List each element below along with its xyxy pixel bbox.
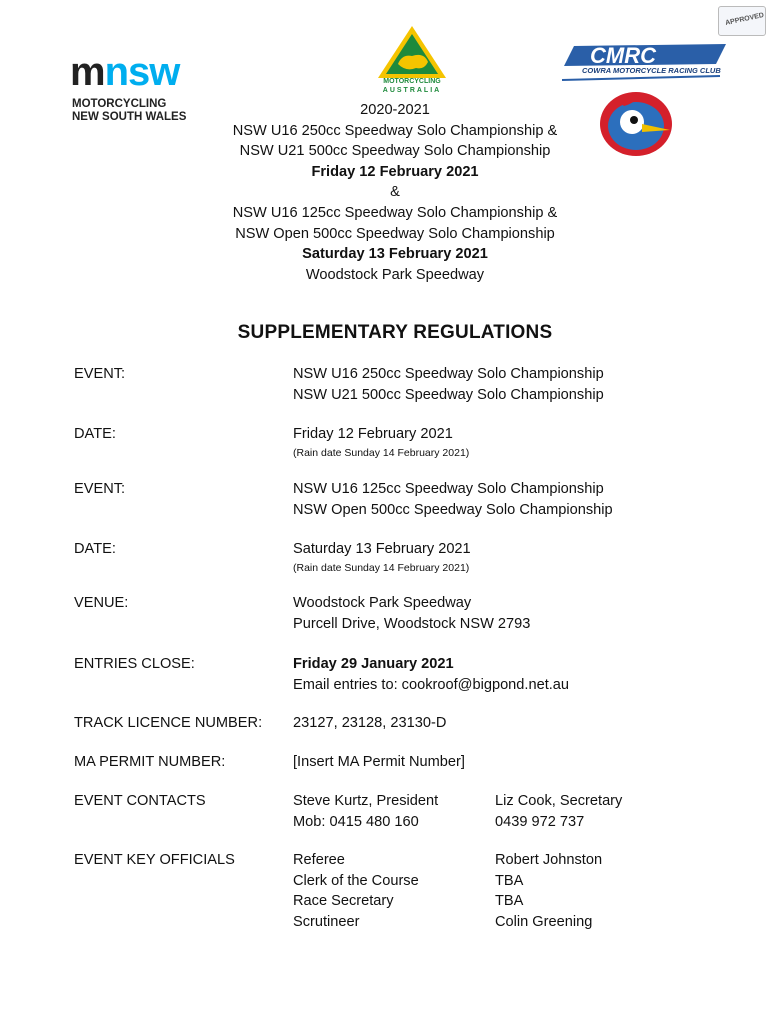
date1-rain-note: (Rain date Sunday 14 February 2021) — [293, 446, 470, 459]
header-venue: Woodstock Park Speedway — [305, 266, 485, 283]
ma-permit-value: [Insert MA Permit Number] — [293, 754, 465, 770]
official-name: Colin Greening — [495, 913, 593, 930]
season: 2020-2021 — [360, 102, 430, 118]
event1-value: NSW U16 250cc Speedway Solo Championship NSW U21 500cc Speedway Solo Championship — [293, 366, 604, 403]
event1-title-line2: NSW U21 500cc Speedway Solo Championship — [239, 143, 551, 160]
date1-label: DATE: — [74, 426, 116, 442]
event2-date: Saturday 13 February 2021 — [302, 246, 488, 263]
date2-value: Saturday 13 February 2021 (Rain date Sunday 14 February 2021) — [293, 541, 471, 574]
motorcycling-australia-logo: MOTORCYCLING AUSTRALIA — [372, 24, 452, 96]
cmrc-main-text: CMRC — [590, 43, 656, 68]
page-title: SUPPLEMENTARY REGULATIONS — [237, 322, 553, 343]
official-role: Race Secretary — [293, 893, 394, 910]
approved-stamp: APPROVED — [718, 6, 766, 36]
officials-names — [495, 850, 602, 932]
event-header — [190, 100, 600, 285]
event2-label: EVENT: — [74, 481, 126, 497]
cmrc-emblem-icon — [560, 40, 730, 88]
contact-secretary: Liz Cook, Secretary 0439 972 737 — [495, 793, 623, 830]
track-licence-label: TRACK LICENCE NUMBER: — [74, 715, 263, 731]
official-role: Clerk of the Course — [293, 872, 419, 889]
official-name: TBA — [495, 872, 524, 889]
official-role: Scrutineer — [293, 913, 360, 930]
event1-label: EVENT: — [74, 366, 126, 382]
cmrc-logo — [560, 40, 730, 88]
event1-title-line1: NSW U16 250cc Speedway Solo Championship & — [232, 122, 558, 139]
official-name: TBA — [495, 893, 524, 910]
ma-emblem-icon — [372, 24, 452, 80]
track-licence-value: 23127, 23128, 23130-D — [293, 715, 447, 731]
venue-value: Woodstock Park Speedway Purcell Drive, Woodstock NSW 2793 — [293, 595, 531, 632]
event2-value: NSW U16 125cc Speedway Solo Championship NSW Open 500cc Speedway Solo Championship — [293, 481, 613, 518]
mnsw-subtitle: MOTORCYCLING NEW SOUTH WALES — [72, 98, 187, 123]
mnsw-wordmark: mnsw — [70, 50, 180, 94]
official-name: Robert Johnston — [495, 852, 603, 868]
event2-title-line2: NSW Open 500cc Speedway Solo Championship — [235, 225, 555, 242]
entries-close-value: Friday 29 January 2021 Email entries to: cookroof@bigpond.net.au — [293, 654, 569, 695]
entries-close-label: ENTRIES CLOSE: — [74, 656, 195, 672]
date2-rain-note: (Rain date Sunday 14 February 2021) — [293, 561, 470, 574]
woody-woodpeckers-logo — [596, 86, 676, 160]
official-role: Referee — [293, 852, 345, 868]
event-contacts-label: EVENT CONTACTS — [74, 793, 206, 809]
entries-email: Email entries to: cookroof@bigpond.net.au — [293, 676, 570, 693]
woodpecker-emblem-icon — [596, 86, 676, 160]
event2-title-line1: NSW U16 125cc Speedway Solo Championship & — [232, 204, 558, 221]
venue-label: VENUE: — [74, 595, 129, 611]
contact-president: Steve Kurtz, President Mob: 0415 480 160 — [293, 793, 439, 830]
event1-date: Friday 12 February 2021 — [311, 163, 479, 180]
date1-value: Friday 12 February 2021 (Rain date Sunday 14 February 2021) — [293, 426, 470, 459]
cmrc-sub-text: COWRA MOTORCYCLE RACING CLUB — [582, 66, 721, 75]
officials-roles — [293, 850, 419, 932]
ma-permit-label: MA PERMIT NUMBER: — [74, 754, 226, 770]
date2-label: DATE: — [74, 541, 116, 557]
event-key-officials-label: EVENT KEY OFFICIALS — [74, 852, 235, 868]
ampersand: & — [390, 184, 400, 201]
